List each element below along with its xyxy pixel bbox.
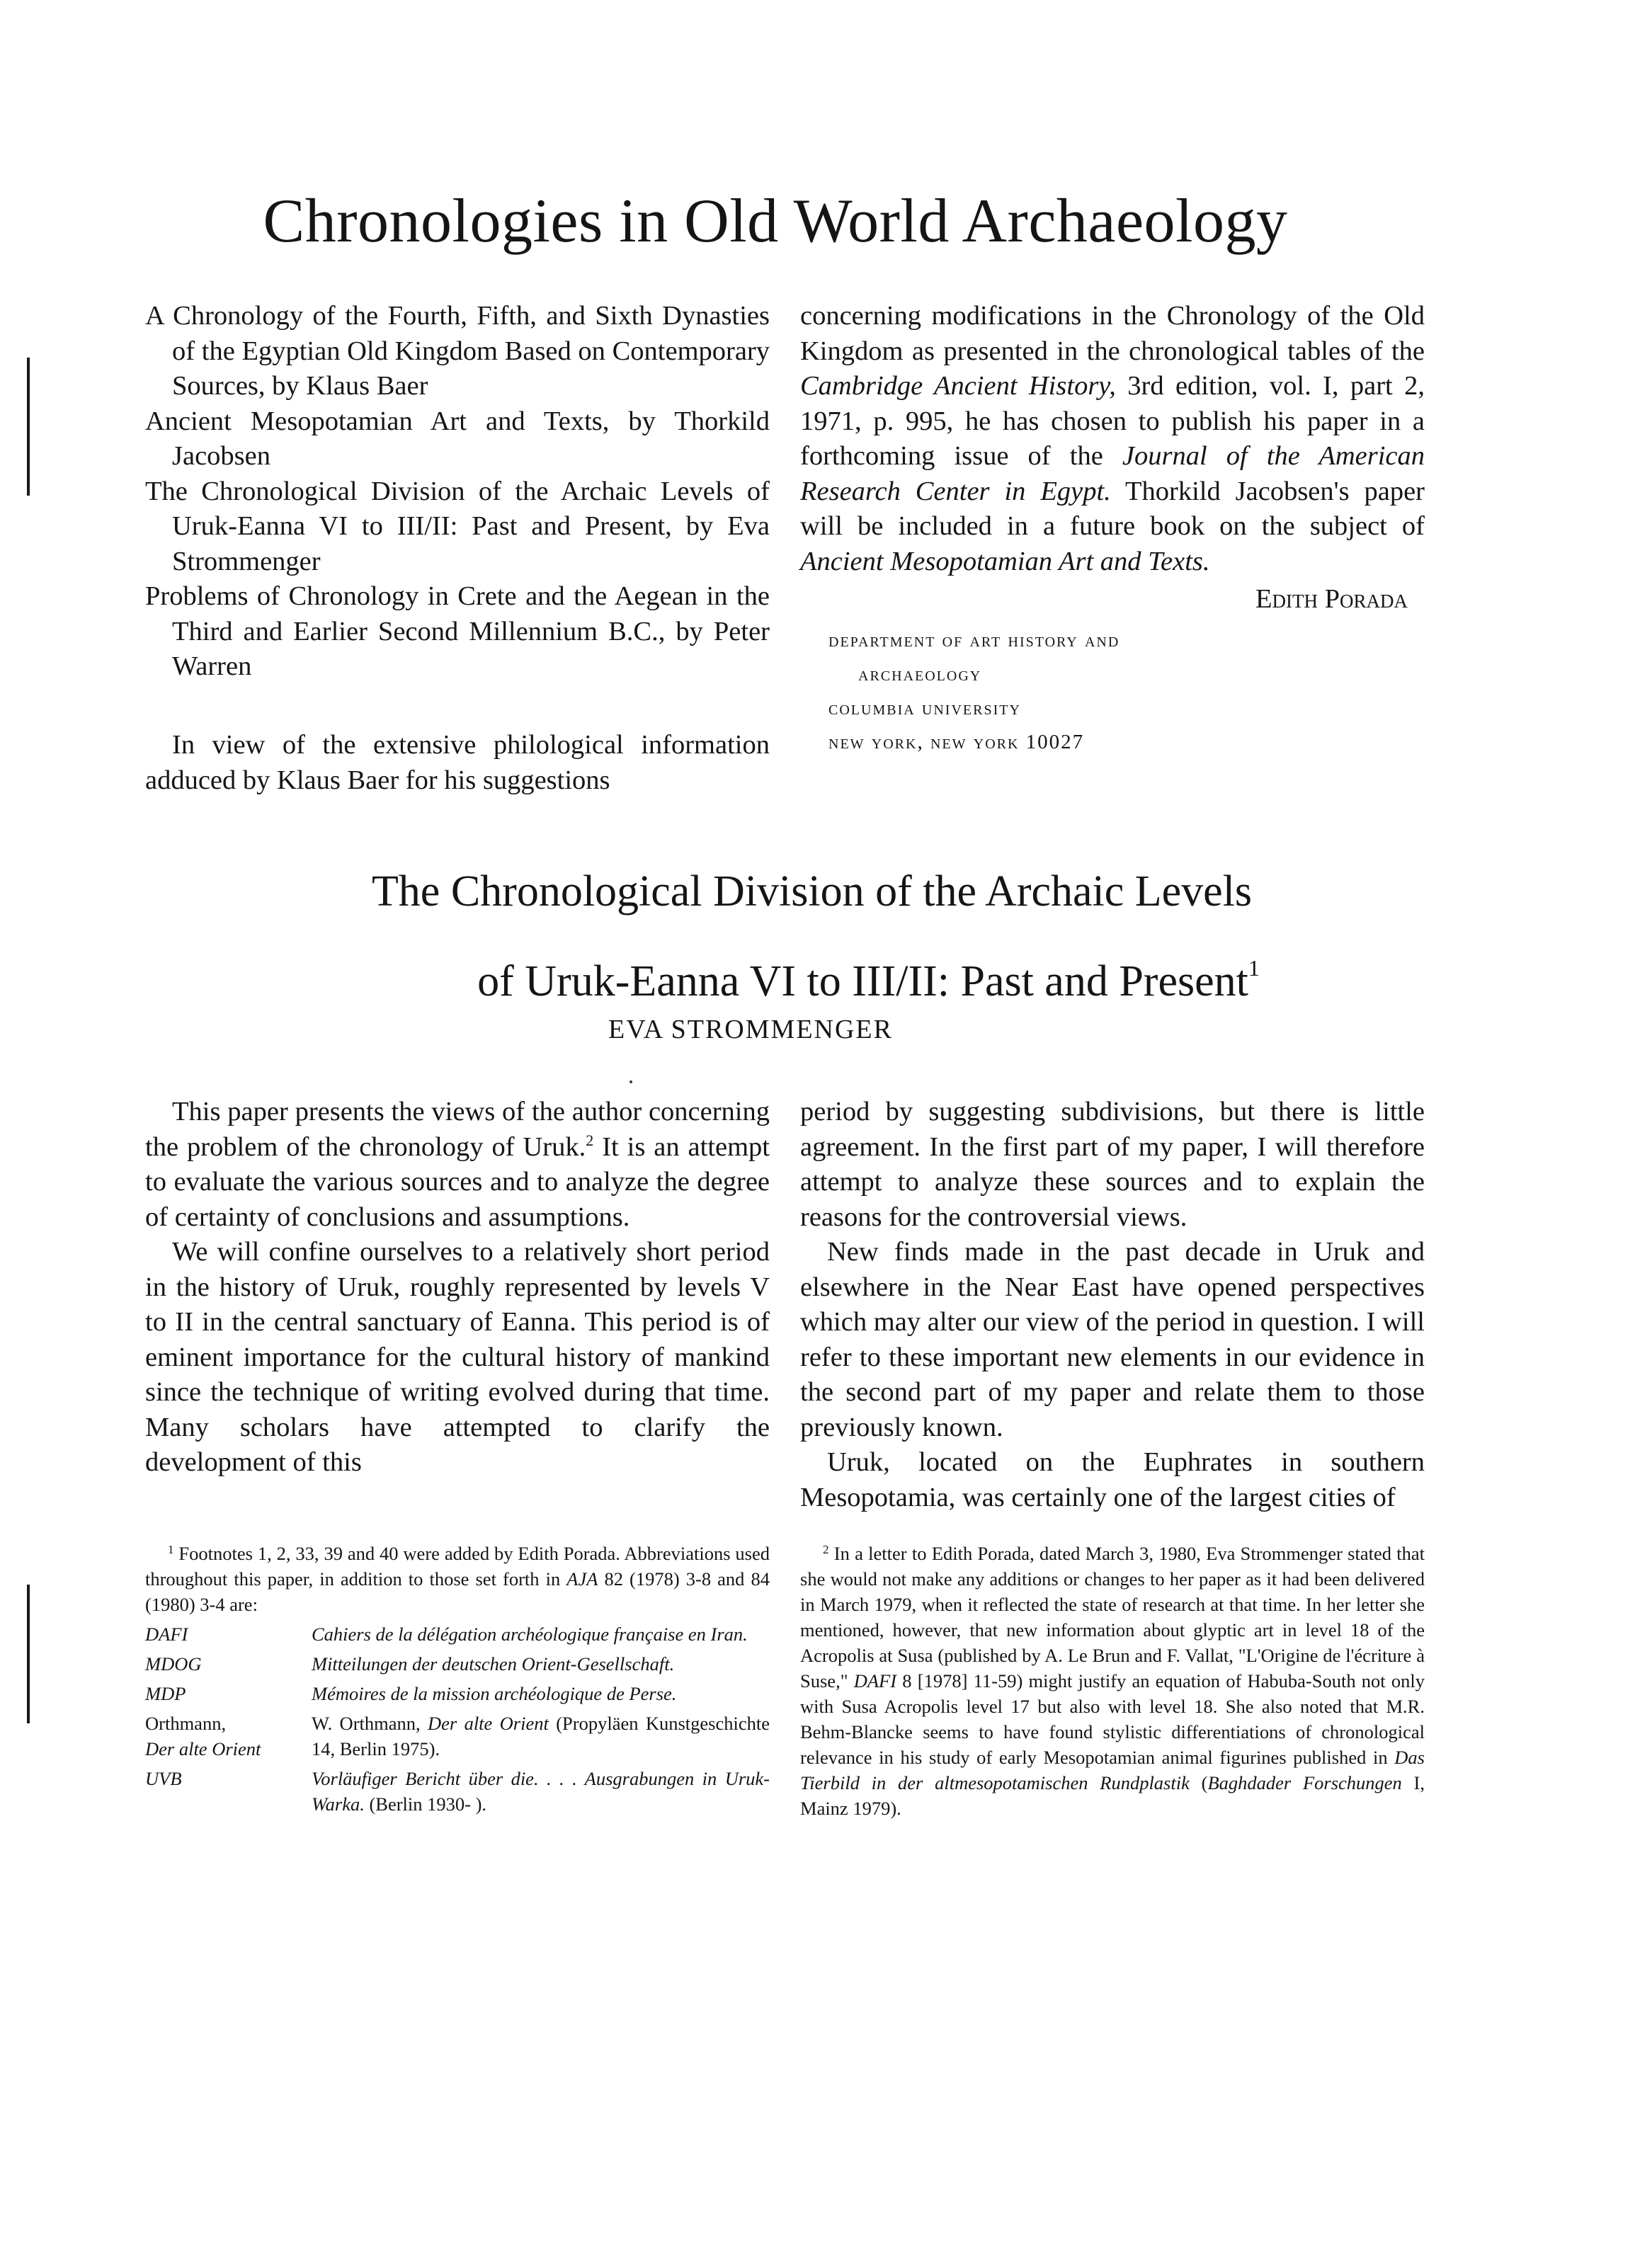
footnote-text: $^1$ Footnotes 1, 2, 33, 39 and 40 were added by Edith Porada. Abbreviations used throughout this paper, in addition to those set forth in AJA 82 (1978) 3-8 and 84 (1980) 3-4 are: — [145, 1543, 770, 1615]
body-left-column — [145, 1095, 770, 1480]
contents-list — [145, 299, 770, 685]
footnote-text: $^2$ In a letter to Edith Porada, dated March 3, 1980, Eva Strommenger stated that she would not make any additions or changes to her paper as it had been delivered in March 1979, when it reflected the state of research at that time. In her letter she mentioned, however, that new information about glyptic art in level 18 of the Acropolis at Susa (published by A. Le Brun and F. Vallat, "L'Origine de l'écriture à Suse," DAFI 8 [1978] 11-59) might justify an equation of Habuba-South not only with Susa Acropolis level 17 but also with level 18. She also noted that M.R. Behm-Blancke seems to have found stylistic differentiations of chronological relevance in his study of early Mesopotamian animal figurines published in Das Tierbild in der altmesopotamischen Rundplastik (Baghdader Forschungen I, Mainz 1979). — [800, 1543, 1425, 1819]
page-title: Chronologies in Old World Archaeology — [263, 187, 1288, 256]
abbreviation-key: UVB — [145, 1768, 182, 1789]
article-author: EVA STROMMENGER — [608, 1015, 893, 1044]
abbreviation-list — [145, 1621, 770, 1817]
address-line: archaeology — [858, 662, 982, 685]
abbreviation-key: MDOG — [145, 1653, 202, 1674]
footnote-marker: 2 — [586, 1131, 594, 1149]
intro-paragraph-continued: concerning modifications in the Chronology of the Old Kingdom as presented in the chronological tables of the Cambridge Ancient History, 3rd edition, vol. I, part 2, 1971, p. 995, he has chosen to publish his paper in a forthcoming issue of the Journal of the American Research Center in Egypt. Thorkild Jacobsen's paper will be included in a future book on the subject of Ancient Mesopotamian Art and Texts. — [800, 301, 1425, 576]
intro-left-column — [145, 728, 770, 798]
article-title — [0, 853, 1652, 1020]
title-footnote-marker: 1 — [1248, 955, 1260, 981]
contents-item: Problems of Chronology in Crete and the Aegean in the Third and Earlier Second Millennium B.C., by Peter Warren — [145, 581, 770, 681]
abbreviation-value: Mémoires de la mission archéologique de Perse. — [312, 1683, 677, 1704]
body-right-column — [800, 1095, 1425, 1515]
contents-item: The Chronological Division of the Archaic Levels of Uruk-Eanna VI to III/II: Past and Present, by Eva Strommenger — [145, 476, 770, 576]
body-paragraph: This paper presents the views of the author concerning the problem of the chronology of Uruk.$^2$ It is an attempt to evaluate the various sources and to analyze the degree of certainty of conclusions and assumptions. — [145, 1097, 770, 1232]
intro-right-column — [800, 299, 1425, 759]
abbreviation-value: Mitteilungen der deutschen Orient-Gesellschaft. — [312, 1653, 675, 1674]
address-line: new york, new york 10027 — [828, 730, 1085, 753]
footnote-2 — [800, 1541, 1425, 1821]
separator-dot — [630, 1080, 632, 1083]
abbreviation-value: Vorläufiger Bericht über die. . . . Ausgrabungen in Uruk-Warka. (Berlin 1930- ). — [312, 1768, 770, 1815]
body-paragraph: We will confine ourselves to a relatively short period in the history of Uruk, roughly represented by levels V to II in the central sanctuary of Eanna. This period is of eminent importance for the cultural history of mankind since the technique of writing evolved during that time. Many scholars have attempted to clarify the development of this — [145, 1237, 770, 1477]
editor-address — [828, 623, 1425, 759]
article-title-line1: The Chronological Division of the Archaic Levels — [371, 867, 1253, 915]
article-title-line2: of Uruk-Eanna VI to III/II: Past and Present$^1$ — [477, 955, 1260, 1005]
abbreviation-value: Cahiers de la délégation archéologique française en Iran. — [312, 1624, 748, 1645]
abbreviation-value: W. Orthmann, Der alte Orient (Propyläen Kunstgeschichte 14, Berlin 1975). — [312, 1713, 770, 1759]
body-paragraph: Uruk, located on the Euphrates in southern Mesopotamia, was certainly one of the largest cities of — [800, 1447, 1425, 1512]
abbreviation-key: DAFI — [145, 1624, 188, 1645]
address-line: department of art history and — [828, 628, 1120, 651]
editor-signature: Edith Porada — [1255, 584, 1408, 614]
body-paragraph-continued: period by suggesting subdivisions, but there is little agreement. In the first part of my paper, I will therefore attempt to analyze these sources and to explain the reasons for the controversial views. — [800, 1097, 1425, 1232]
contents-item: Ancient Mesopotamian Art and Texts, by Thorkild Jacobsen — [145, 406, 770, 471]
footnote-1 — [145, 1541, 770, 1817]
address-line: columbia university — [828, 696, 1021, 719]
abbreviation-key: MDP — [145, 1683, 186, 1704]
scan-margin-bar-top — [27, 358, 30, 496]
scan-margin-bar-bottom — [27, 1585, 30, 1723]
contents-item: A Chronology of the Fourth, Fifth, and Sixth Dynasties of the Egyptian Old Kingdom Based on Contemporary Sources, by Klaus Baer — [145, 301, 770, 401]
abbreviation-key: Orthmann, Der alte Orient — [145, 1713, 261, 1759]
body-paragraph: New finds made in the past decade in Uruk and elsewhere in the Near East have opened perspectives which may alter our view of the period in question. I will refer to these important new elements in our evidence in the second part of my paper and relate them to those previously known. — [800, 1237, 1425, 1442]
intro-paragraph: In view of the extensive philological information adduced by Klaus Baer for his suggestions — [145, 730, 770, 795]
